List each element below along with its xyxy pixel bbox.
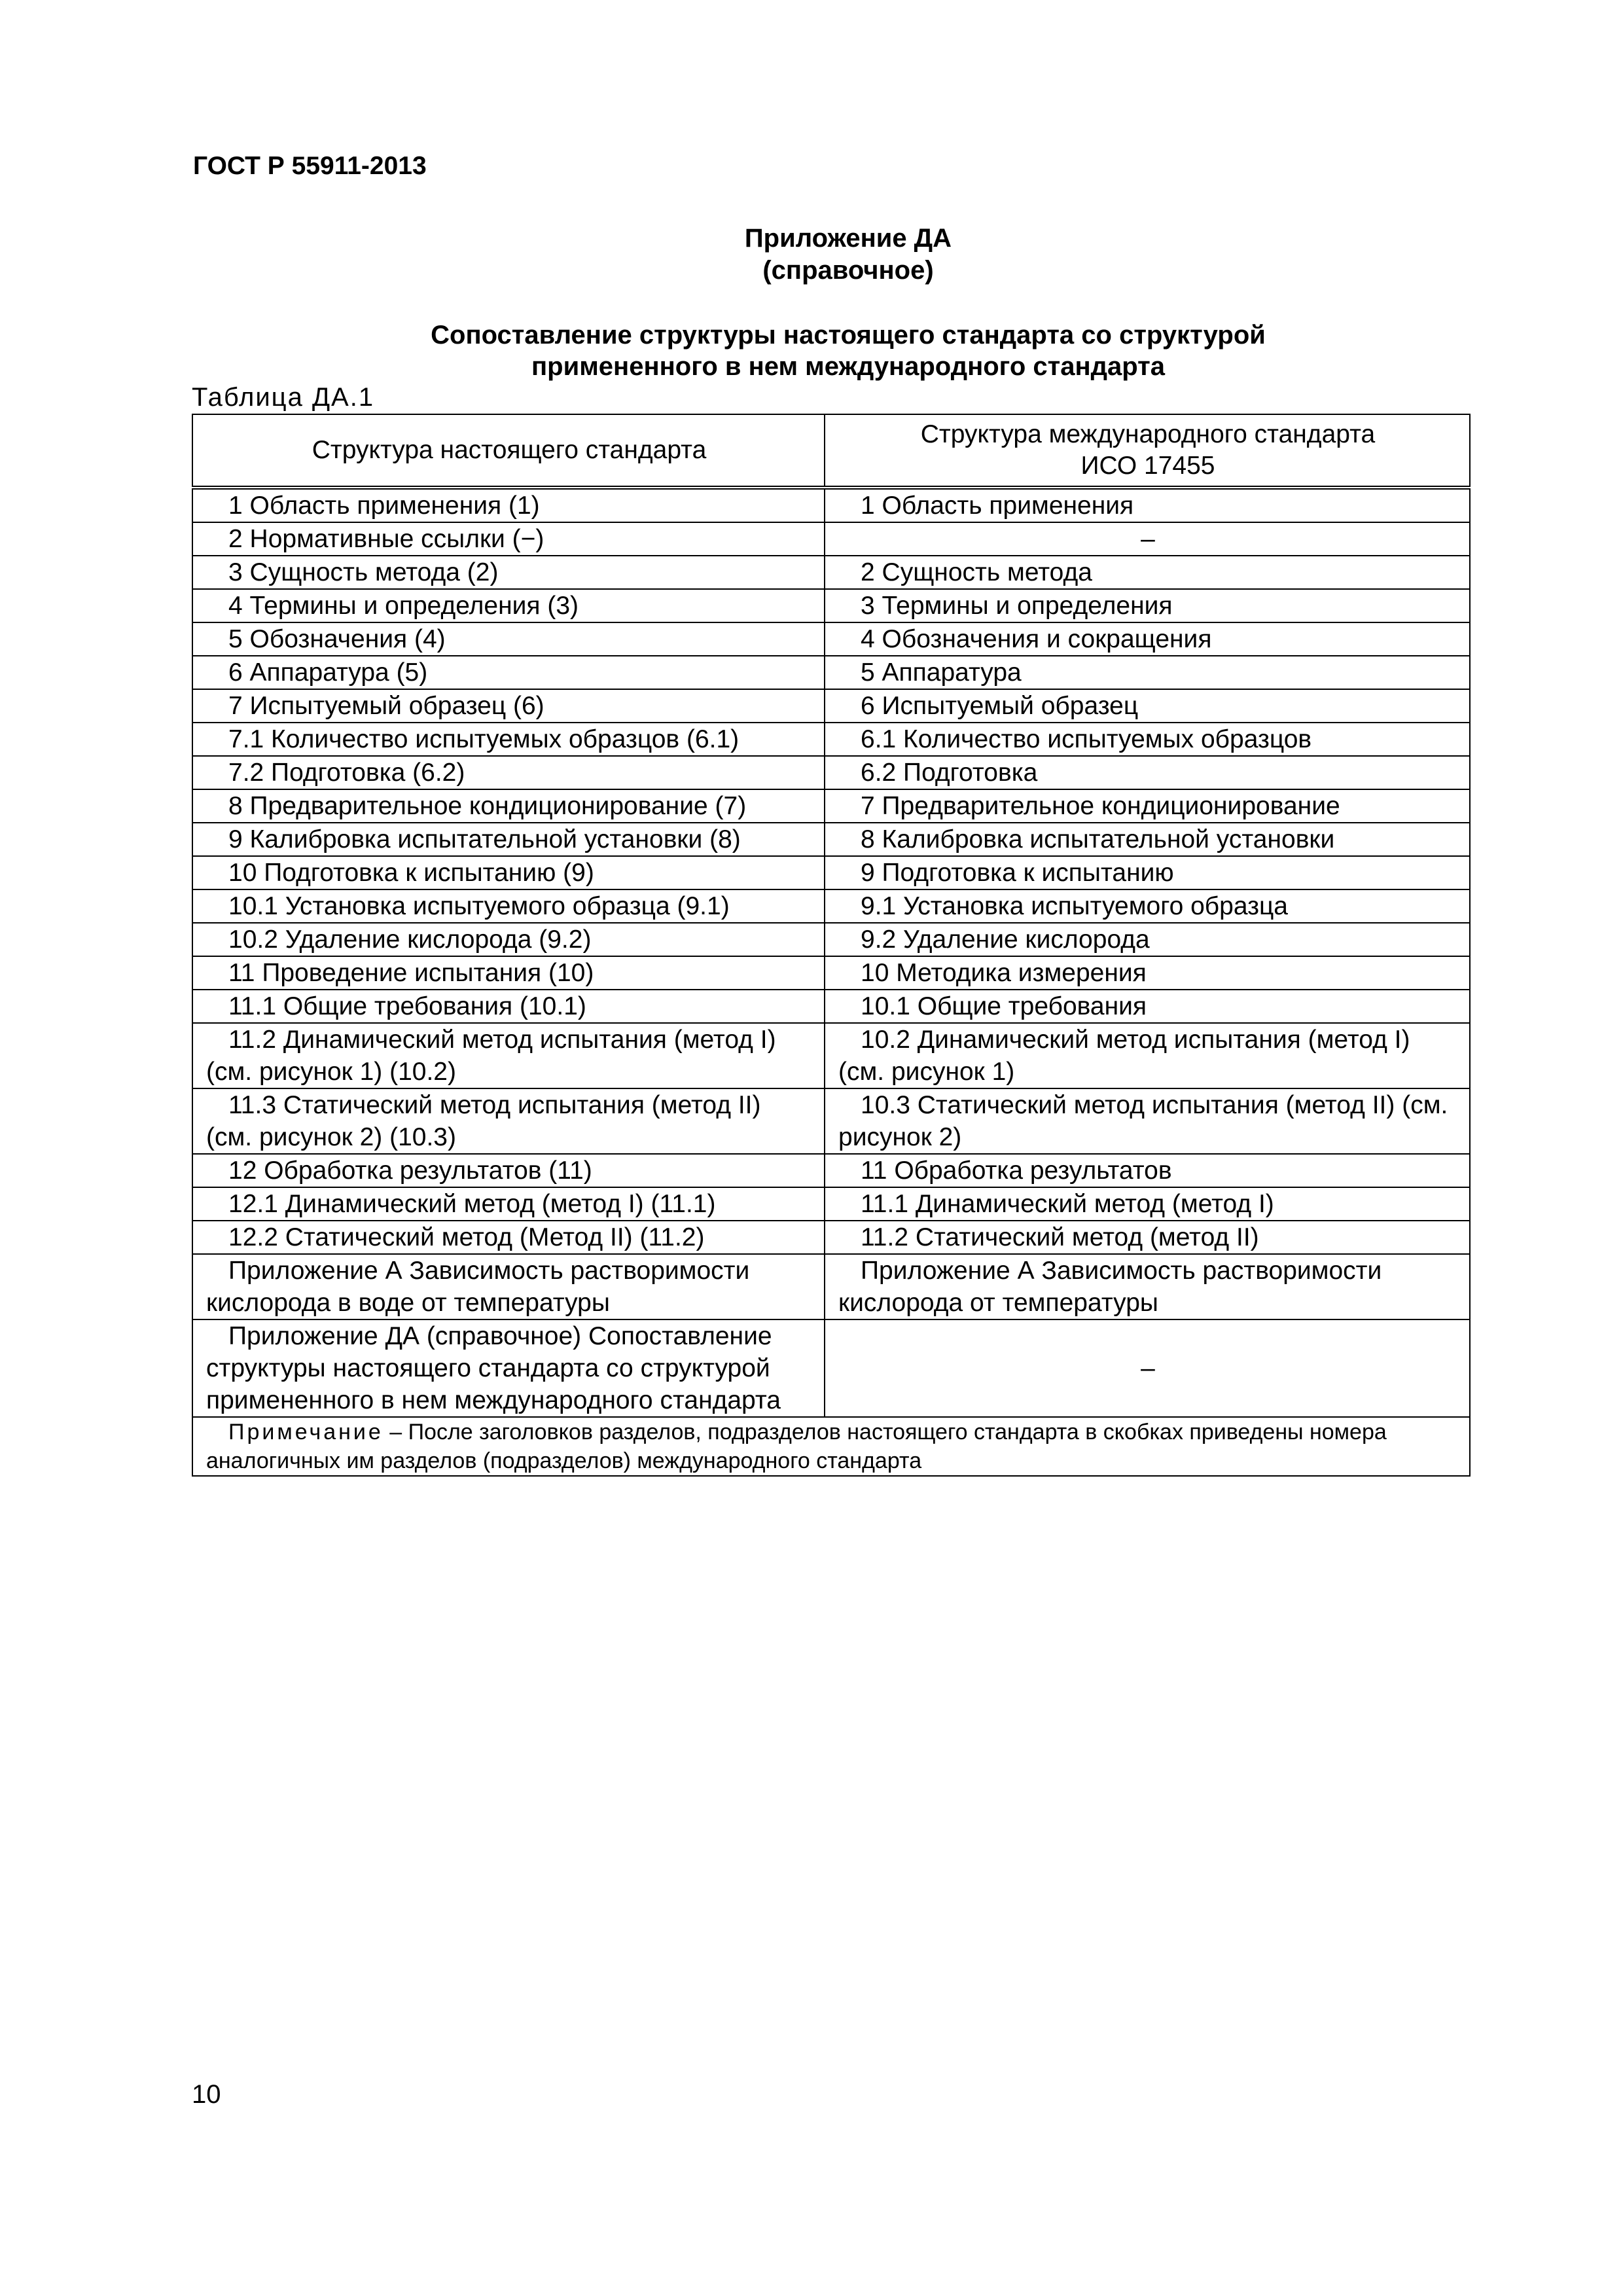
- cell-national: 12.1 Динамический метод (метод I) (11.1): [192, 1187, 825, 1221]
- cell-international: 6 Испытуемый образец: [825, 689, 1470, 723]
- cell-national: 2 Нормативные ссылки (−): [192, 522, 825, 556]
- table-row: [192, 689, 1470, 723]
- table-header-row: [192, 414, 1470, 488]
- table-row: [192, 756, 1470, 789]
- cell-international: 10.3 Статический метод испытания (метод II) (см. рисунок 2): [825, 1088, 1470, 1154]
- cell-international: –: [825, 522, 1470, 556]
- table-row: [192, 789, 1470, 823]
- table-row: [192, 556, 1470, 589]
- cell-international: 5 Аппаратура: [825, 656, 1470, 689]
- table-row: [192, 1319, 1470, 1417]
- table-row: [192, 1088, 1470, 1154]
- cell-national: 6 Аппаратура (5): [192, 656, 825, 689]
- cell-national: 12.2 Статический метод (Метод II) (11.2): [192, 1221, 825, 1254]
- cell-international: 11.1 Динамический метод (метод I): [825, 1187, 1470, 1221]
- cell-international: 4 Обозначения и сокращения: [825, 622, 1470, 656]
- table-row: [192, 990, 1470, 1023]
- cell-international: Приложение А Зависимость растворимости кислорода от температуры: [825, 1254, 1470, 1319]
- table-row: [192, 589, 1470, 622]
- cell-national: 7.2 Подготовка (6.2): [192, 756, 825, 789]
- cell-international: 10 Методика измерения: [825, 956, 1470, 990]
- table-row: [192, 522, 1470, 556]
- cell-international: 11 Обработка результатов: [825, 1154, 1470, 1187]
- cell-international: 8 Калибровка испытательной установки: [825, 823, 1470, 856]
- table-note: [192, 1417, 1470, 1476]
- cell-national: 8 Предварительное кондиционирование (7): [192, 789, 825, 823]
- table-row: [192, 1154, 1470, 1187]
- annex-title: Приложение ДА: [744, 224, 952, 253]
- cell-national: 1 Область применения (1): [192, 488, 825, 522]
- comparison-title-line1: Сопоставление структуры настоящего стандарта со структурой: [431, 321, 1266, 350]
- table-row: [192, 622, 1470, 656]
- header-col-international-line1: Структура международного стандарта: [920, 420, 1376, 448]
- table-row: [192, 1187, 1470, 1221]
- comparison-title: [37, 319, 1623, 382]
- table-row: [192, 1023, 1470, 1088]
- table-row: [192, 1221, 1470, 1254]
- cell-international: 2 Сущность метода: [825, 556, 1470, 589]
- header-col-international: [825, 414, 1470, 488]
- cell-international: 10.1 Общие требования: [825, 990, 1470, 1023]
- table-row: [192, 923, 1470, 956]
- cell-national: 5 Обозначения (4): [192, 622, 825, 656]
- table-row: [192, 956, 1470, 990]
- cell-international: 7 Предварительное кондиционирование: [825, 789, 1470, 823]
- cell-international: –: [825, 1319, 1470, 1417]
- cell-national: Приложение А Зависимость растворимости кислорода в воде от температуры: [192, 1254, 825, 1319]
- note-text: – После заголовков разделов, подразделов настоящего стандарта в скобках приведены номера аналогичных им разделов (подразделов) международного стандарта: [206, 1420, 1387, 1473]
- cell-national: 10.1 Установка испытуемого образца (9.1): [192, 889, 825, 923]
- table-row: [192, 1254, 1470, 1319]
- cell-national: 11.2 Динамический метод испытания (метод I) (см. рисунок 1) (10.2): [192, 1023, 825, 1088]
- cell-national: Приложение ДА (справочное) Сопоставление структуры настоящего стандарта со структурой примененного в нем международного стандарта: [192, 1319, 825, 1417]
- table-row: [192, 656, 1470, 689]
- cell-international: 11.2 Статический метод (метод II): [825, 1221, 1470, 1254]
- table-row: [192, 488, 1470, 522]
- cell-national: 12 Обработка результатов (11): [192, 1154, 825, 1187]
- cell-international: 9.2 Удаление кислорода: [825, 923, 1470, 956]
- cell-national: 7.1 Количество испытуемых образцов (6.1): [192, 723, 825, 756]
- page-number: 10: [192, 2080, 221, 2109]
- header-col-international-line2: ИСО 17455: [1080, 452, 1215, 480]
- cell-international: 3 Термины и определения: [825, 589, 1470, 622]
- cell-national: 9 Калибровка испытательной установки (8): [192, 823, 825, 856]
- table-row: [192, 889, 1470, 923]
- cell-international: 1 Область применения: [825, 488, 1470, 522]
- cell-national: 3 Сущность метода (2): [192, 556, 825, 589]
- table-label: Таблица ДА.1: [192, 383, 375, 412]
- document-code: ГОСТ Р 55911-2013: [193, 152, 427, 180]
- cell-national: 4 Термины и определения (3): [192, 589, 825, 622]
- cell-international: 10.2 Динамический метод испытания (метод I) (см. рисунок 1): [825, 1023, 1470, 1088]
- cell-national: 7 Испытуемый образец (6): [192, 689, 825, 723]
- cell-international: 6.1 Количество испытуемых образцов: [825, 723, 1470, 756]
- note-label: Примечание: [228, 1420, 383, 1444]
- comparison-title-line2: примененного в нем международного стандарта: [531, 352, 1165, 381]
- cell-national: 10.2 Удаление кислорода (9.2): [192, 923, 825, 956]
- cell-national: 10 Подготовка к испытанию (9): [192, 856, 825, 889]
- cell-national: 11 Проведение испытания (10): [192, 956, 825, 990]
- cell-international: 6.2 Подготовка: [825, 756, 1470, 789]
- table-row: [192, 856, 1470, 889]
- table-row: [192, 823, 1470, 856]
- cell-national: 11.1 Общие требования (10.1): [192, 990, 825, 1023]
- table-row: [192, 723, 1470, 756]
- cell-national: 11.3 Статический метод испытания (метод II) (см. рисунок 2) (10.3): [192, 1088, 825, 1154]
- table-note-row: [192, 1417, 1470, 1476]
- cell-international: 9.1 Установка испытуемого образца: [825, 889, 1470, 923]
- annex-subtitle: (справочное): [762, 256, 934, 285]
- cell-international: 9 Подготовка к испытанию: [825, 856, 1470, 889]
- header-col-national: Структура настоящего стандарта: [192, 414, 825, 488]
- correspondence-table: [192, 414, 1471, 1477]
